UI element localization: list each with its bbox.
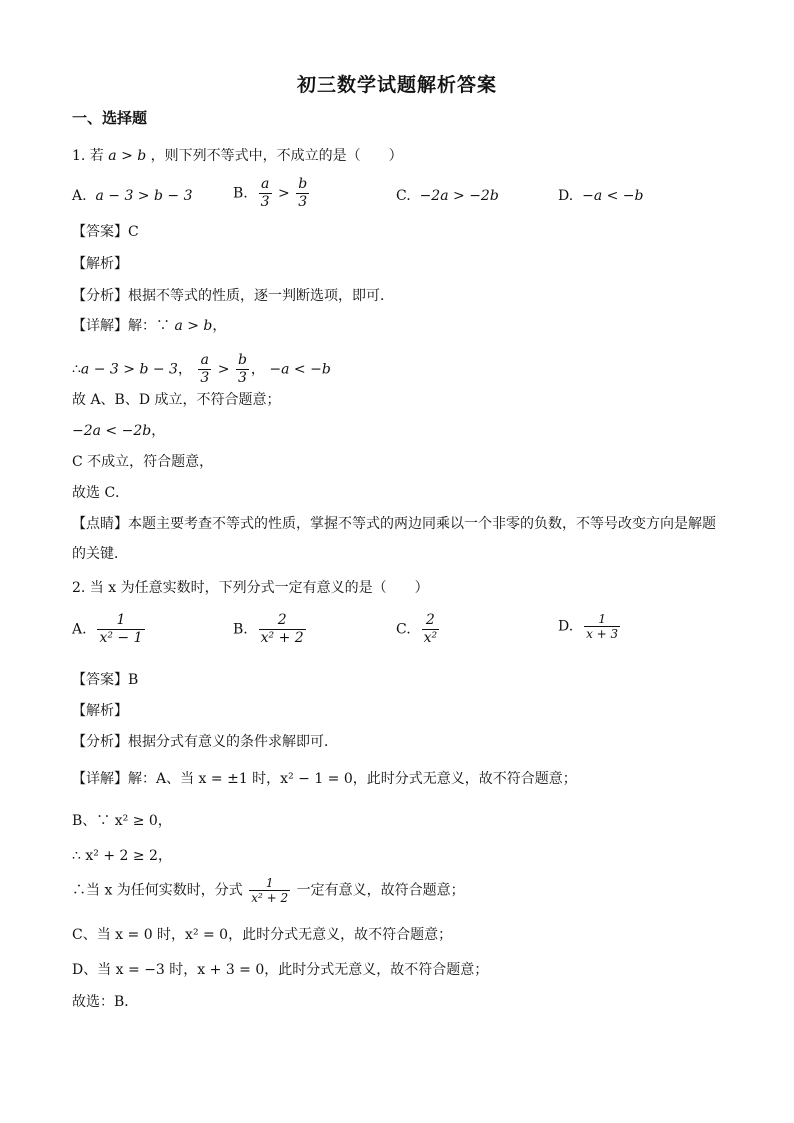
q1-fenxi: 【分析】根据不等式的性质，逐一判断选项，即可． bbox=[72, 288, 394, 304]
q1-option-b bbox=[233, 176, 311, 211]
denominator: 3 bbox=[298, 194, 308, 210]
denominator: x² bbox=[423, 630, 438, 646]
numerator: 1 bbox=[97, 612, 144, 630]
q2-detail-b3 bbox=[72, 876, 465, 905]
q2-option-b bbox=[233, 612, 308, 647]
numerator: 2 bbox=[422, 612, 440, 630]
option-expression: a − 3 > b − 3 bbox=[95, 188, 193, 204]
q1-expr-c bbox=[72, 421, 165, 441]
fraction bbox=[584, 612, 620, 641]
expression: a − 3 > b − 3 bbox=[80, 361, 178, 378]
q2-detail-a: 【详解】解：A、当 x = ±1 时，x² − 1 = 0，此时分式无意义，故不符合题意； bbox=[72, 771, 577, 787]
option-label: B. bbox=[233, 185, 248, 202]
q1-therefore bbox=[72, 352, 331, 387]
option-label: B. bbox=[233, 621, 248, 638]
q2-detail-c: C、当 x = 0 时，x² = 0，此时分式无意义，故不符合题意； bbox=[72, 927, 453, 943]
detail-prefix: 【详解】解：∵ bbox=[72, 318, 170, 334]
separator: ， bbox=[250, 361, 265, 378]
denominator: x + 3 bbox=[586, 627, 619, 641]
q1-conclude-1: 故 A、B、D 成立，不符合题意； bbox=[72, 392, 281, 408]
section-heading: 一、选择题 bbox=[72, 109, 148, 127]
page-title: 初三数学试题解析答案 bbox=[296, 74, 497, 96]
q2-detail-b2: ∴ x² + 2 ≥ 2， bbox=[72, 848, 172, 864]
q1-option-a bbox=[72, 186, 192, 206]
separator: ， bbox=[151, 423, 166, 439]
q2-fenxi: 【分析】根据分式有意义的条件求解即可． bbox=[72, 734, 338, 750]
q2-option-c bbox=[396, 612, 441, 647]
q1-dianjing: 【点睛】本题主要考查不等式的性质，掌握不等式的两边同乘以一个非零的负数，不等号改变方向是解题的关键． bbox=[72, 516, 716, 562]
option-label: A. bbox=[72, 621, 87, 638]
q1-choose: 故选 C． bbox=[72, 485, 130, 501]
q1-stem-condition: a > b bbox=[108, 148, 147, 164]
q2-answer: 【答案】B bbox=[72, 672, 139, 688]
detail-prefix: ∴当 x 为任何实数时，分式 bbox=[72, 882, 243, 899]
numerator: 1 bbox=[249, 876, 290, 891]
q2-detail-d: D、当 x = −3 时，x + 3 = 0，此时分式无意义，故不符合题意； bbox=[72, 962, 489, 978]
q1-stem bbox=[72, 146, 403, 166]
operator: > bbox=[217, 361, 230, 378]
fraction bbox=[422, 612, 440, 647]
option-expression: −2a > −2b bbox=[419, 188, 499, 204]
fraction bbox=[259, 612, 306, 647]
q2-stem: 2. 当 x 为任意实数时，下列分式一定有意义的是（ ） bbox=[72, 580, 429, 596]
q1-stem-prefix: 1. 若 bbox=[72, 148, 104, 164]
option-label: A. bbox=[72, 188, 87, 204]
denominator: 3 bbox=[200, 370, 210, 386]
option-label: C. bbox=[396, 621, 411, 638]
fraction bbox=[97, 612, 144, 647]
q2-option-a bbox=[72, 612, 147, 647]
q1-answer: 【答案】C bbox=[72, 224, 139, 240]
detail-suffix: ， bbox=[212, 318, 227, 334]
fraction bbox=[259, 176, 272, 211]
q2-option-d bbox=[558, 612, 622, 641]
option-label: C. bbox=[396, 188, 411, 204]
fraction bbox=[296, 176, 309, 211]
option-label: D. bbox=[558, 618, 574, 635]
q2-choose: 故选：B． bbox=[72, 994, 139, 1010]
q2-analysis: 【解析】 bbox=[72, 703, 128, 719]
numerator: 2 bbox=[259, 612, 306, 630]
denominator: x² − 1 bbox=[99, 630, 143, 646]
q1-conclude-2: C 不成立，符合题意， bbox=[72, 454, 214, 470]
q1-option-c bbox=[396, 186, 499, 206]
q1-analysis: 【解析】 bbox=[72, 256, 128, 272]
q2-detail-b: B、∵ x² ≥ 0， bbox=[72, 813, 172, 829]
denominator: 3 bbox=[237, 370, 247, 386]
expression: −2a < −2b bbox=[72, 423, 152, 439]
q1-detail bbox=[72, 316, 226, 336]
fraction bbox=[198, 352, 211, 387]
denominator: x² + 2 bbox=[260, 630, 304, 646]
numerator: b bbox=[298, 176, 308, 192]
fraction bbox=[236, 352, 249, 387]
numerator: a bbox=[198, 352, 211, 370]
detail-suffix: 一定有意义，故符合题意； bbox=[296, 882, 465, 899]
fraction bbox=[249, 876, 290, 905]
numerator: a bbox=[259, 176, 272, 194]
denominator: 3 bbox=[260, 194, 270, 210]
q1-option-d bbox=[558, 186, 644, 206]
q1-stem-suffix: ，则下列不等式中，不成立的是（ ） bbox=[150, 148, 403, 164]
denominator: x² + 2 bbox=[251, 891, 289, 905]
therefore-symbol: ∴ bbox=[72, 361, 81, 378]
option-expression: −a < −b bbox=[582, 188, 644, 204]
option-label: D. bbox=[558, 188, 574, 204]
numerator: b bbox=[237, 352, 247, 368]
operator: > bbox=[278, 185, 290, 202]
numerator: 1 bbox=[584, 612, 620, 627]
detail-condition: a > b bbox=[174, 318, 213, 334]
separator: ， bbox=[177, 361, 192, 378]
expression: −a < −b bbox=[269, 361, 331, 378]
